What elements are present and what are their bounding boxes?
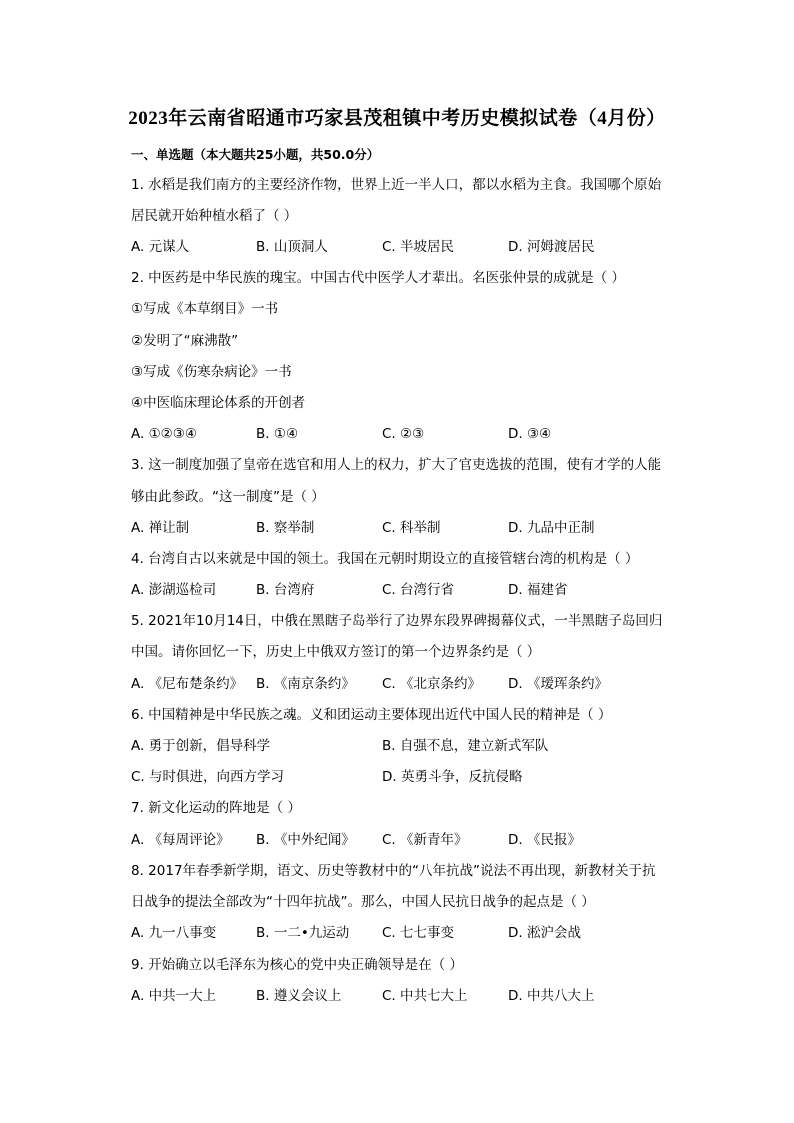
question-5-option-a: A. 《尼布楚条约》 (131, 676, 244, 692)
question-6-option-a: A. 勇于创新，倡导科学 (131, 738, 271, 754)
question-7-option-d: D. 《民报》 (508, 832, 581, 848)
question-5-option-c: C. 《北京条约》 (382, 676, 482, 692)
section-heading: 一、单选题（本大题共25小题，共50.0分） (131, 147, 380, 162)
question-9-option-b: B. 遵义会议上 (256, 988, 342, 1004)
question-2-item-1: ①写成《本草纲目》一书 (131, 301, 279, 317)
question-5-option-b: B. 《南京条约》 (256, 676, 355, 692)
question-8-option-d: D. 淞沪会战 (508, 925, 581, 941)
question-9-line-1: 9. 开始确立以毛泽东为核心的党中央正确领导是在（ ） (131, 957, 463, 973)
question-8-line-2: 日战争的提法全部改为“十四年抗战”。那么，中国人民抗日战争的起点是（ ） (131, 894, 595, 910)
question-9-option-d: D. 中共八大上 (508, 988, 595, 1004)
question-1-line-1: 1. 水稻是我们南方的主要经济作物，世界上近一半人口，都以水稻为主食。我国哪个原始 (131, 177, 662, 193)
question-3-option-b: B. 察举制 (256, 520, 315, 536)
question-8-option-a: A. 九一八事变 (131, 925, 217, 941)
question-1-option-c: C. 半坡居民 (382, 239, 455, 255)
question-4-option-a: A. 澎湖巡检司 (131, 582, 217, 598)
question-8-option-c: C. 七七事变 (382, 925, 455, 941)
question-9-option-a: A. 中共一大上 (131, 988, 217, 1004)
question-2-item-4: ④中医临床理论体系的开创者 (131, 395, 306, 411)
question-2-line-1: 2. 中医药是中华民族的瑰宝。中国古代中医学人才辈出。名医张仲景的成就是（ ） (131, 270, 625, 286)
question-2-option-b: B. ①④ (256, 426, 299, 442)
question-4-option-d: D. 福建省 (508, 582, 568, 598)
question-1-option-a: A. 元谋人 (131, 239, 190, 255)
question-2-item-2: ②发明了“麻沸散” (131, 333, 239, 349)
question-5-line-1: 5. 2021年10月14日，中俄在黑瞎子岛举行了边界东段界碑揭幕仪式，一半黑瞎子岛回归 (131, 613, 663, 629)
question-6-option-b: B. 自强不息，建立新式军队 (382, 738, 549, 754)
question-3-line-2: 够由此参政。“这一制度”是（ ） (131, 489, 325, 505)
question-1-line-2: 居民就开始种植水稻了（ ） (131, 208, 298, 224)
question-4-option-b: B. 台湾府 (256, 582, 315, 598)
question-8-line-1: 8. 2017年春季新学期，语文、历史等教材中的“八年抗战”说法不再出现，新教材关于抗 (131, 863, 656, 879)
question-2-option-c: C. ②③ (382, 426, 425, 442)
question-6-option-d: D. 英勇斗争，反抗侵略 (382, 769, 523, 785)
question-1-option-b: B. 山顶洞人 (256, 239, 328, 255)
exam-title: 2023年云南省昭通市巧家县茂租镇中考历史模拟试卷（4月份） (128, 108, 666, 129)
question-7-option-a: A. 《每周评论》 (131, 832, 230, 848)
question-5-option-d: D. 《瑷珲条约》 (508, 676, 608, 692)
question-7-option-b: B. 《中外纪闻》 (256, 832, 355, 848)
question-8-option-b: B. 一二•九运动 (256, 925, 350, 941)
question-3-option-a: A. 禅让制 (131, 520, 190, 536)
question-3-option-d: D. 九品中正制 (508, 520, 595, 536)
question-1-option-d: D. 河姆渡居民 (508, 239, 595, 255)
question-5-line-2: 中国。请你回忆一下，历史上中俄双方签订的第一个边界条约是（ ） (131, 644, 541, 660)
question-9-option-c: C. 中共七大上 (382, 988, 468, 1004)
question-2-item-3: ③写成《伤寒杂病论》一书 (131, 364, 292, 380)
question-6-line-1: 6. 中国精神是中华民族之魂。义和团运动主要体现出近代中国人民的精神是（ ） (131, 707, 612, 723)
question-3-line-1: 3. 这一制度加强了皇帝在选官和用人上的权力，扩大了官吏选拔的范围，使有才学的人能 (131, 457, 662, 473)
question-6-option-c: C. 与时俱进，向西方学习 (131, 769, 285, 785)
question-7-option-c: C. 《新青年》 (382, 832, 468, 848)
question-2-option-d: D. ③④ (508, 426, 552, 442)
question-7-line-1: 7. 新文化运动的阵地是（ ） (131, 800, 301, 816)
question-4-option-c: C. 台湾行省 (382, 582, 455, 598)
question-4-line-1: 4. 台湾自古以来就是中国的领土。我国在元朝时期设立的直接管辖台湾的机构是（ ） (131, 551, 639, 567)
question-3-option-c: C. 科举制 (382, 520, 441, 536)
question-2-option-a: A. ①②③④ (131, 426, 197, 442)
